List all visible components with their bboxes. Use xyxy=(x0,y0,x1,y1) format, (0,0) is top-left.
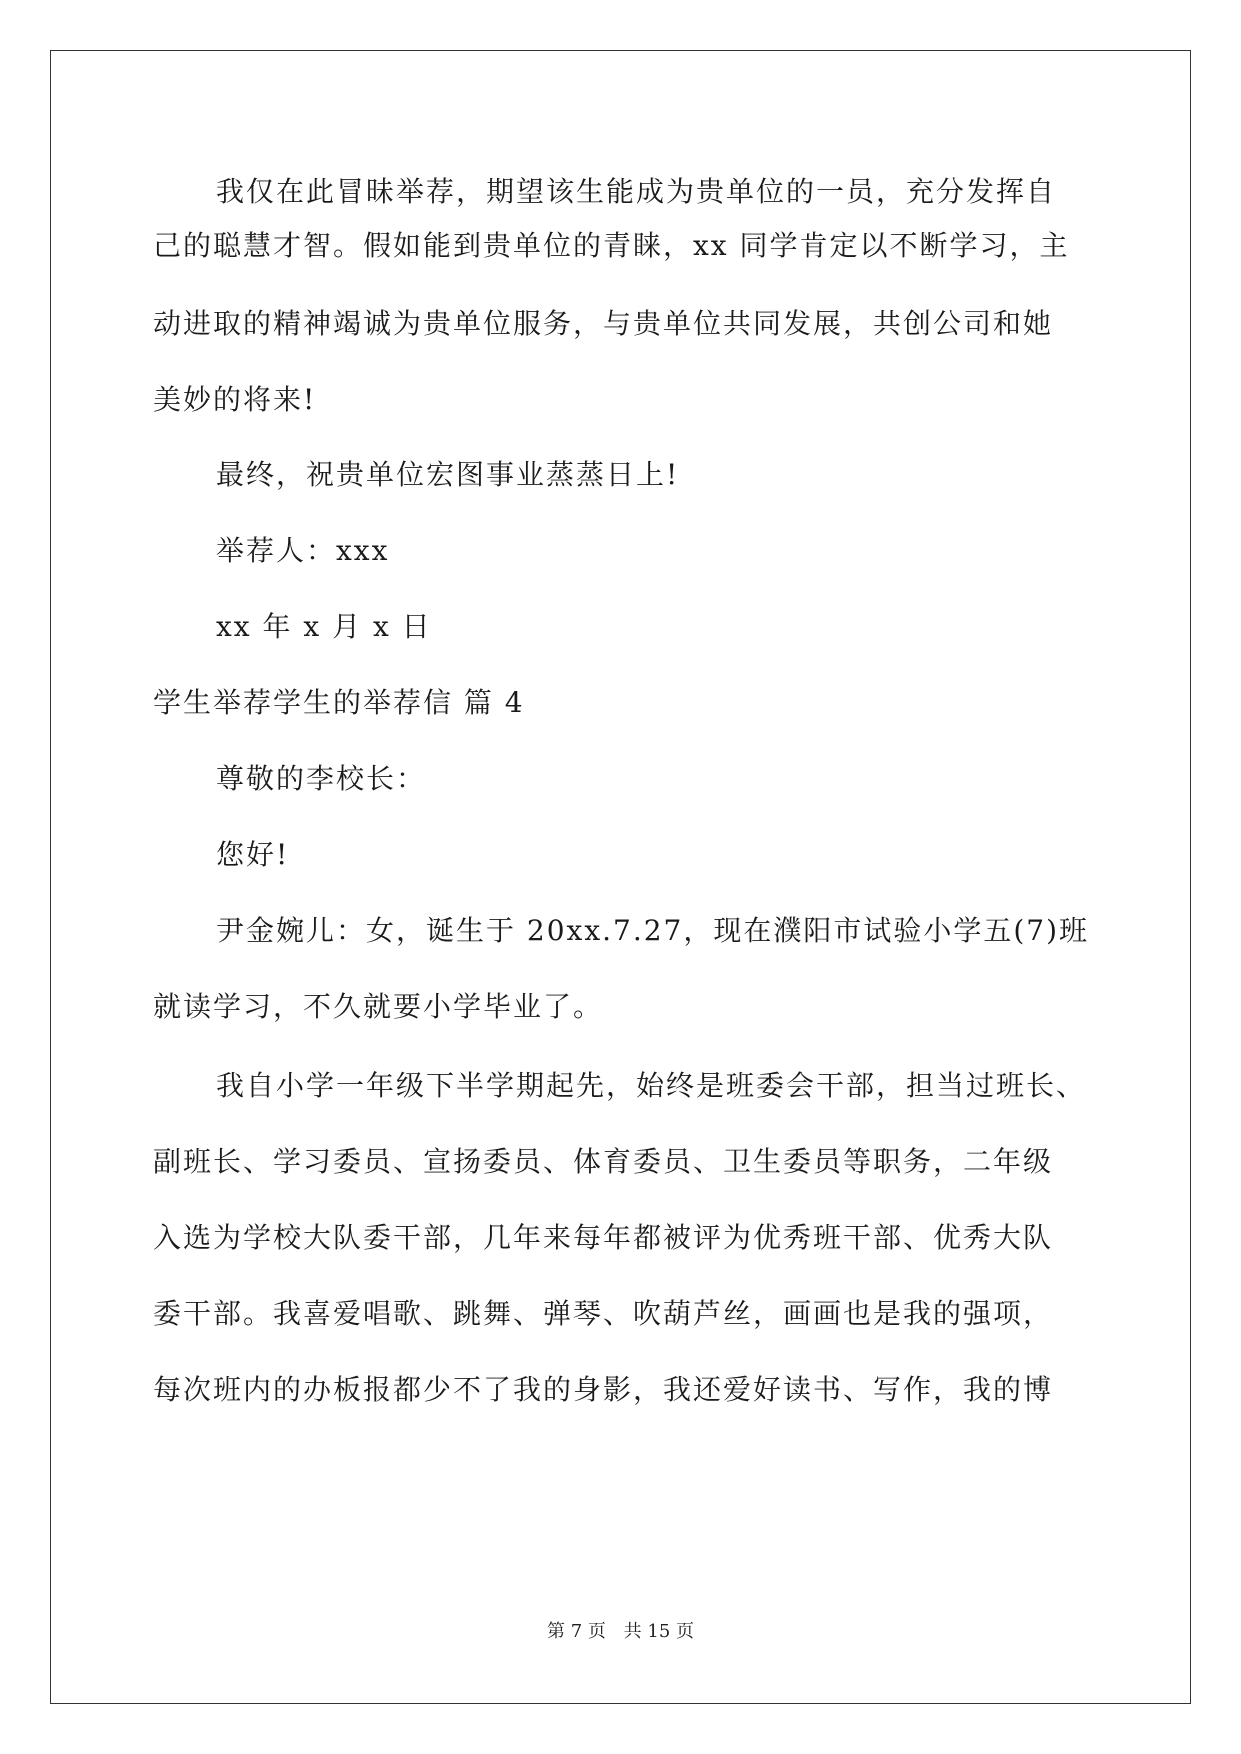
body-text-line: 副班长、学习委员、宣扬委员、体育委员、卫生委员等职务，二年级 xyxy=(153,1145,1054,1178)
salutation: 尊敬的李校长： xyxy=(216,762,427,795)
body-text-line: 美妙的将来! xyxy=(153,383,317,416)
body-text-line: 动进取的精神竭诚为贵单位服务，与贵单位共同发展，共创公司和她 xyxy=(153,307,1054,340)
body-text-line: 尹金婉儿：女，诞生于 20xx.7.27，现在濮阳市试验小学五(7)班 xyxy=(216,914,1090,947)
body-text-line: 我仅在此冒昧举荐，期望该生能成为贵单位的一员，充分发挥自 xyxy=(216,175,1057,208)
body-text-line: 每次班内的办板报都少不了我的身影，我还爱好读书、写作，我的博 xyxy=(153,1373,1054,1406)
body-text-line: 己的聪慧才智。假如能到贵单位的青睐，xx 同学肯定以不断学习，主 xyxy=(153,229,1070,262)
letter-date: xx 年 x 月 x 日 xyxy=(216,610,432,643)
recommender-signature: 举荐人：xxx xyxy=(216,534,390,567)
page-total: 共 15 页 xyxy=(623,1621,694,1642)
page-number: 第 7 页 xyxy=(547,1621,606,1642)
body-text-line: 我自小学一年级下半学期起先，始终是班委会干部，担当过班长、 xyxy=(216,1069,1087,1102)
closing-wish: 最终，祝贵单位宏图事业蒸蒸日上! xyxy=(216,458,680,491)
body-text-line: 入选为学校大队委干部，几年来每年都被评为优秀班干部、优秀大队 xyxy=(153,1221,1054,1254)
section-heading: 学生举荐学生的举荐信 篇 4 xyxy=(153,686,525,719)
page-footer xyxy=(0,1620,1241,1644)
body-text-line: 委干部。我喜爱唱歌、跳舞、弹琴、吹葫芦丝，画画也是我的强项， xyxy=(153,1297,1054,1330)
greeting: 您好! xyxy=(216,838,290,871)
page-border xyxy=(50,50,1191,1704)
body-text-line: 就读学习，不久就要小学毕业了。 xyxy=(153,990,604,1023)
